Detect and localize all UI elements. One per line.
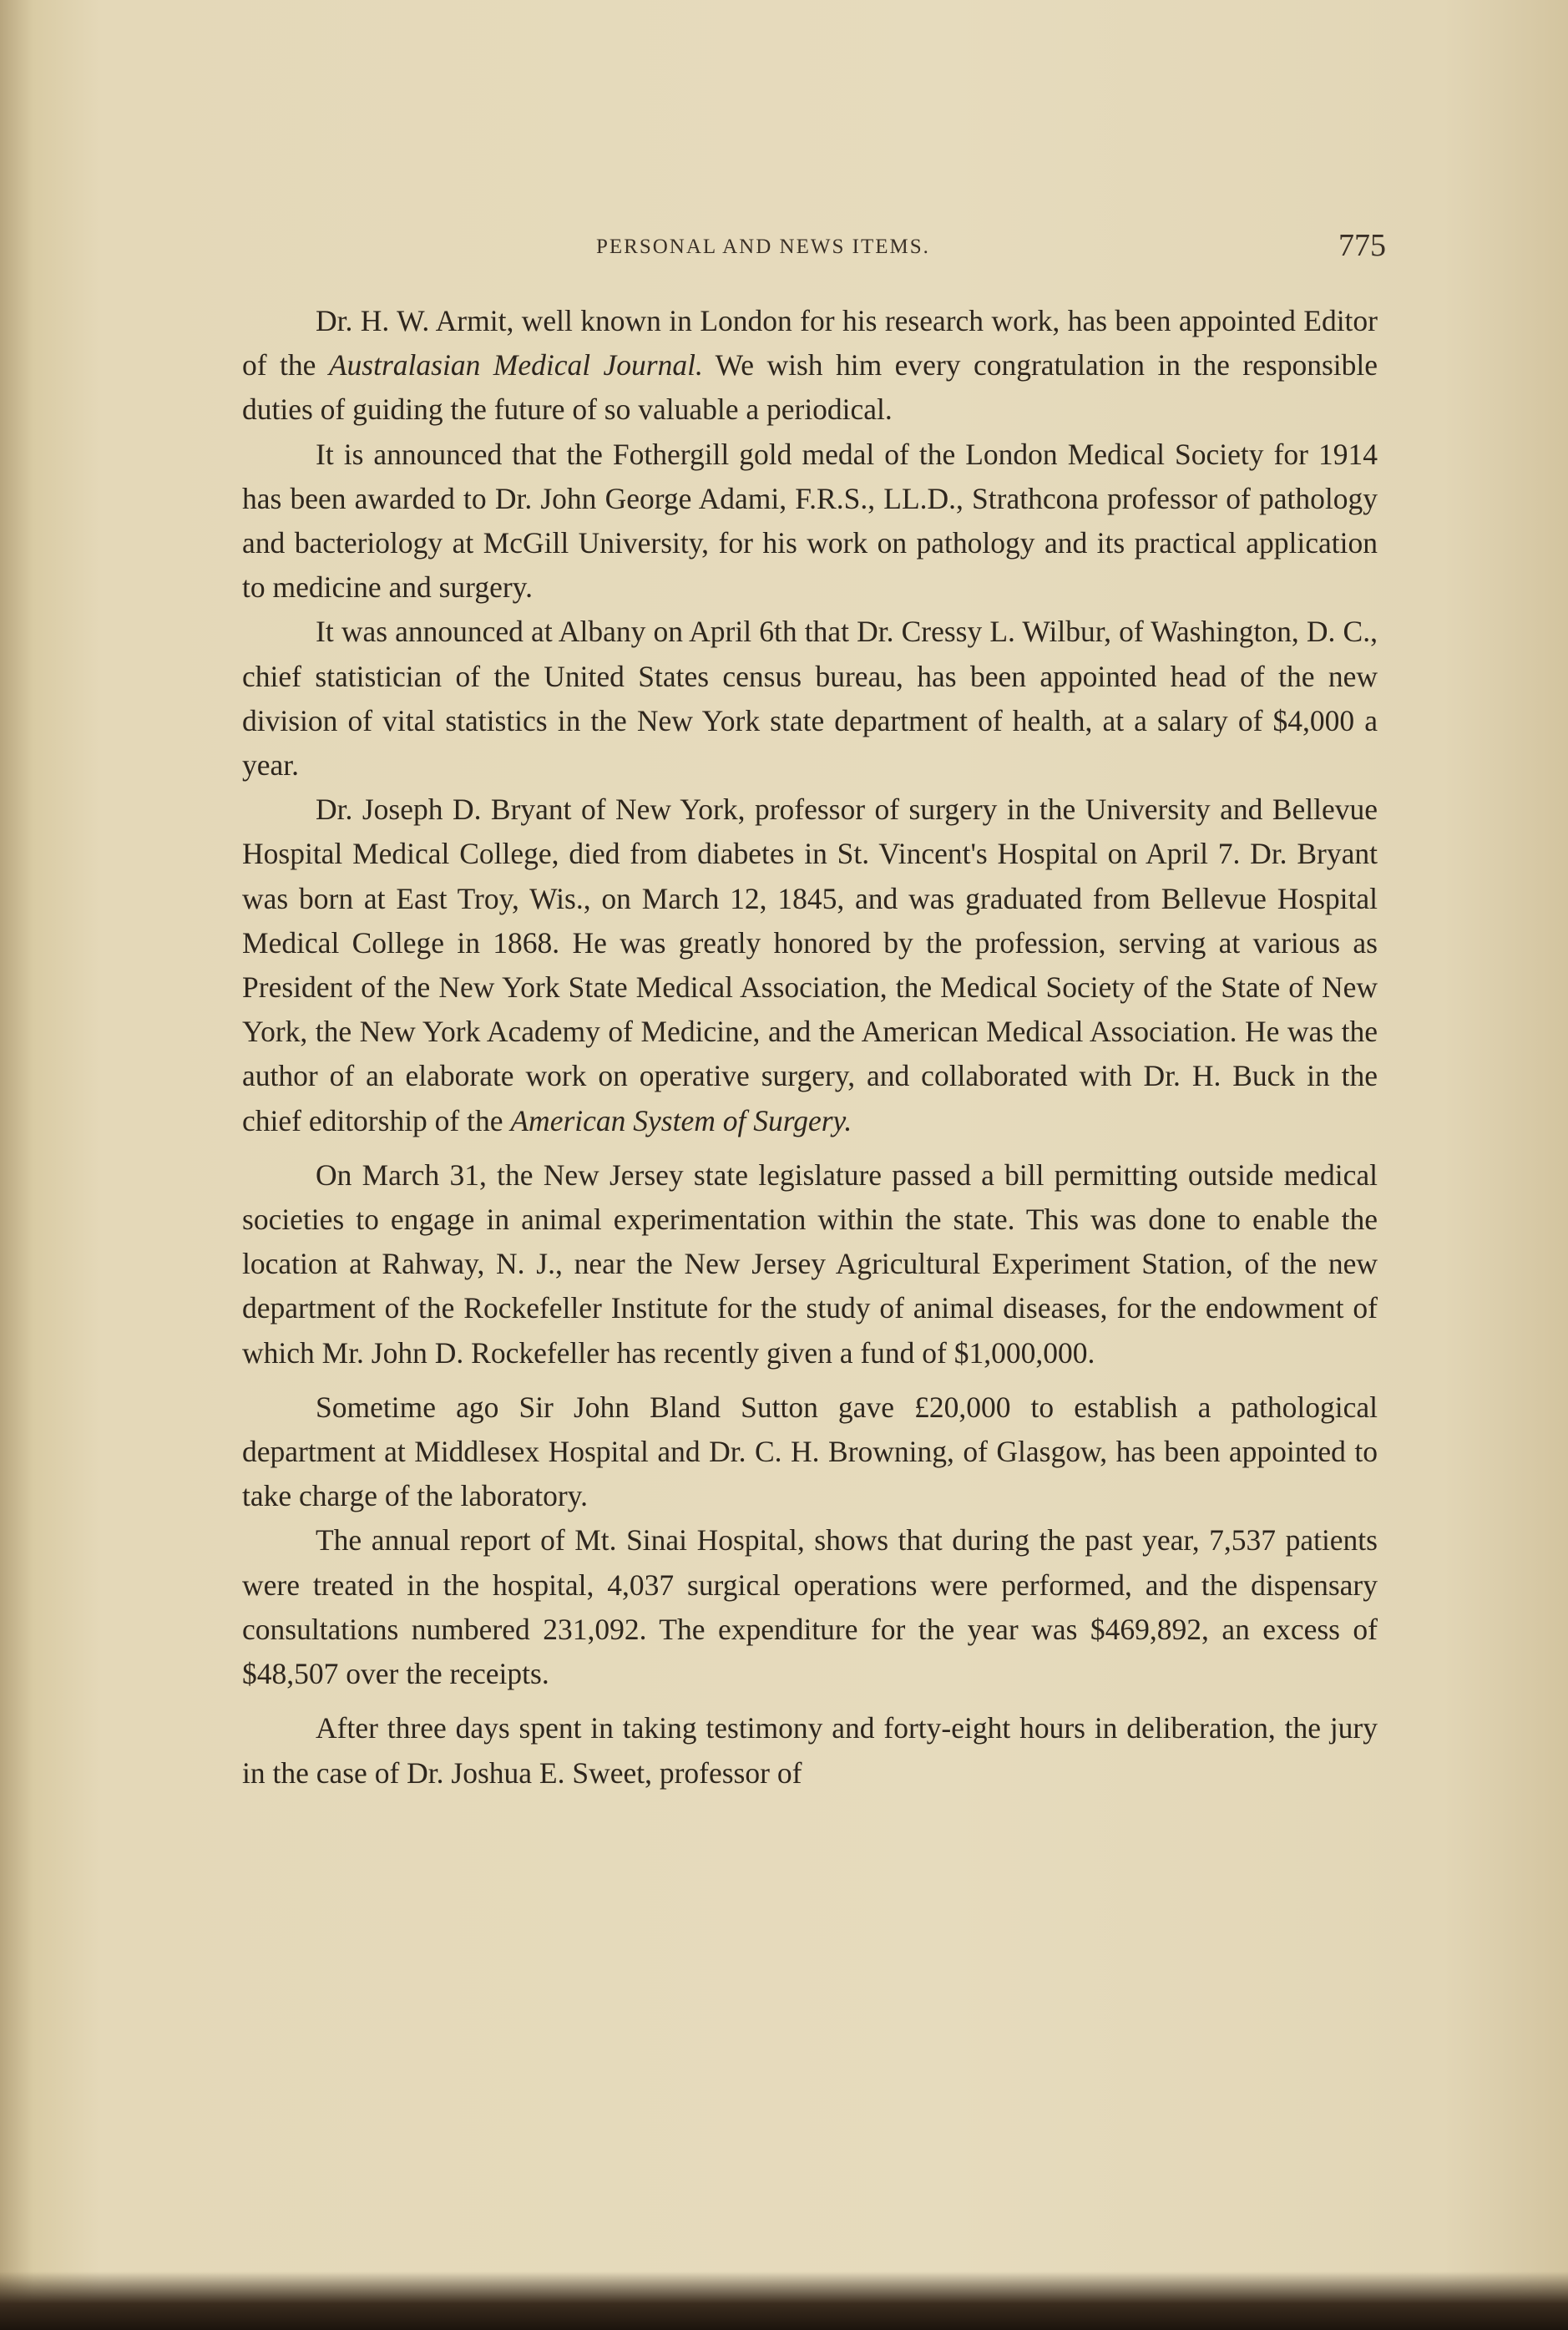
page-number: 775 (1338, 228, 1386, 263)
paragraph-sweet-trial: After three days spent in taking testimony and forty-eight hours in deliberation, the jury in the case of Dr. Joshua E. Sweet, professor of (242, 1711, 1378, 1790)
paragraph-sutton: Sometime ago Sir John Bland Sutton gave £20,000 to establish a pathological department at Middlesex Hospital and Dr. C. H. Browning, of Glasgow, has been appointed to take charge of the laboratory. (242, 1390, 1378, 1513)
paragraph-armit: Dr. H. W. Armit, well known in London for his research work, has been appointed Editor of the Australasian Medical Journal. We wish him every congratulation in the responsible duties of guiding the future of so valuable a periodical. (242, 304, 1378, 427)
running-head: PERSONAL AND NEWS ITEMS. (596, 236, 930, 258)
paragraph-bryant: Dr. Joseph D. Bryant of New York, professor of surgery in the University and Bellevue Hospital Medical College, died from diabetes in St. Vincent's Hospital on April 7. Dr. Bryant was born at East Troy, Wis., on March 12, 1845, and was graduated from Bellevue Hospital Medical College in 1868. He was greatly honored by the profession, serving at various as President of the New York State Medical Association, the Medical Society of the State of New York, the New York Academy of Medicine, and the American Medical Association. He was the author of an elaborate work on operative surgery, and collaborated with Dr. H. Buck in the chief editorship of the American System of Surgery. (242, 793, 1378, 1137)
article-body (242, 299, 1378, 1796)
paragraph-wilbur: It was announced at Albany on April 6th that Dr. Cressy L. Wilbur, of Washington, D. C., chief statistician of the United States census bureau, has been appointed head of the new division of vital statistics in the New York state department of health, at a salary of $4,000 a year. (242, 615, 1378, 783)
book-title: American System of Surgery. (510, 1103, 852, 1137)
paragraph-mt-sinai: The annual report of Mt. Sinai Hospital, shows that during the past year, 7,537 patients were treated in the hospital, 4,037 surgical operations were performed, and the dispensary consultations numbered 231,092. The expenditure for the year was $469,892, an excess of $48,507 over the receipts. (242, 1523, 1378, 1691)
paragraph-new-jersey: On March 31, the New Jersey state legislature passed a bill permitting outside medical societies to engage in animal experimentation within the state. This was done to enable the location at Rahway, N. J., near the New Jersey Agricultural Experiment Station, of the new department of the Rockefeller Institute for the study of animal diseases, for the endowment of which Mr. John D. Rockefeller has recently given a fund of $1,000,000. (242, 1157, 1378, 1370)
journal-title: Australasian Medical Journal. (328, 348, 703, 382)
page-header (242, 227, 1386, 277)
paragraph-fothergill-medal: It is announced that the Fothergill gold medal of the London Medical Society for 1914 has been awarded to Dr. John George Adami, F.R.S., LL.D., Strathcona professor of pathology and bacteriology at McGill University, for his work on pathology and its practical application to medicine and surgery. (242, 437, 1378, 605)
